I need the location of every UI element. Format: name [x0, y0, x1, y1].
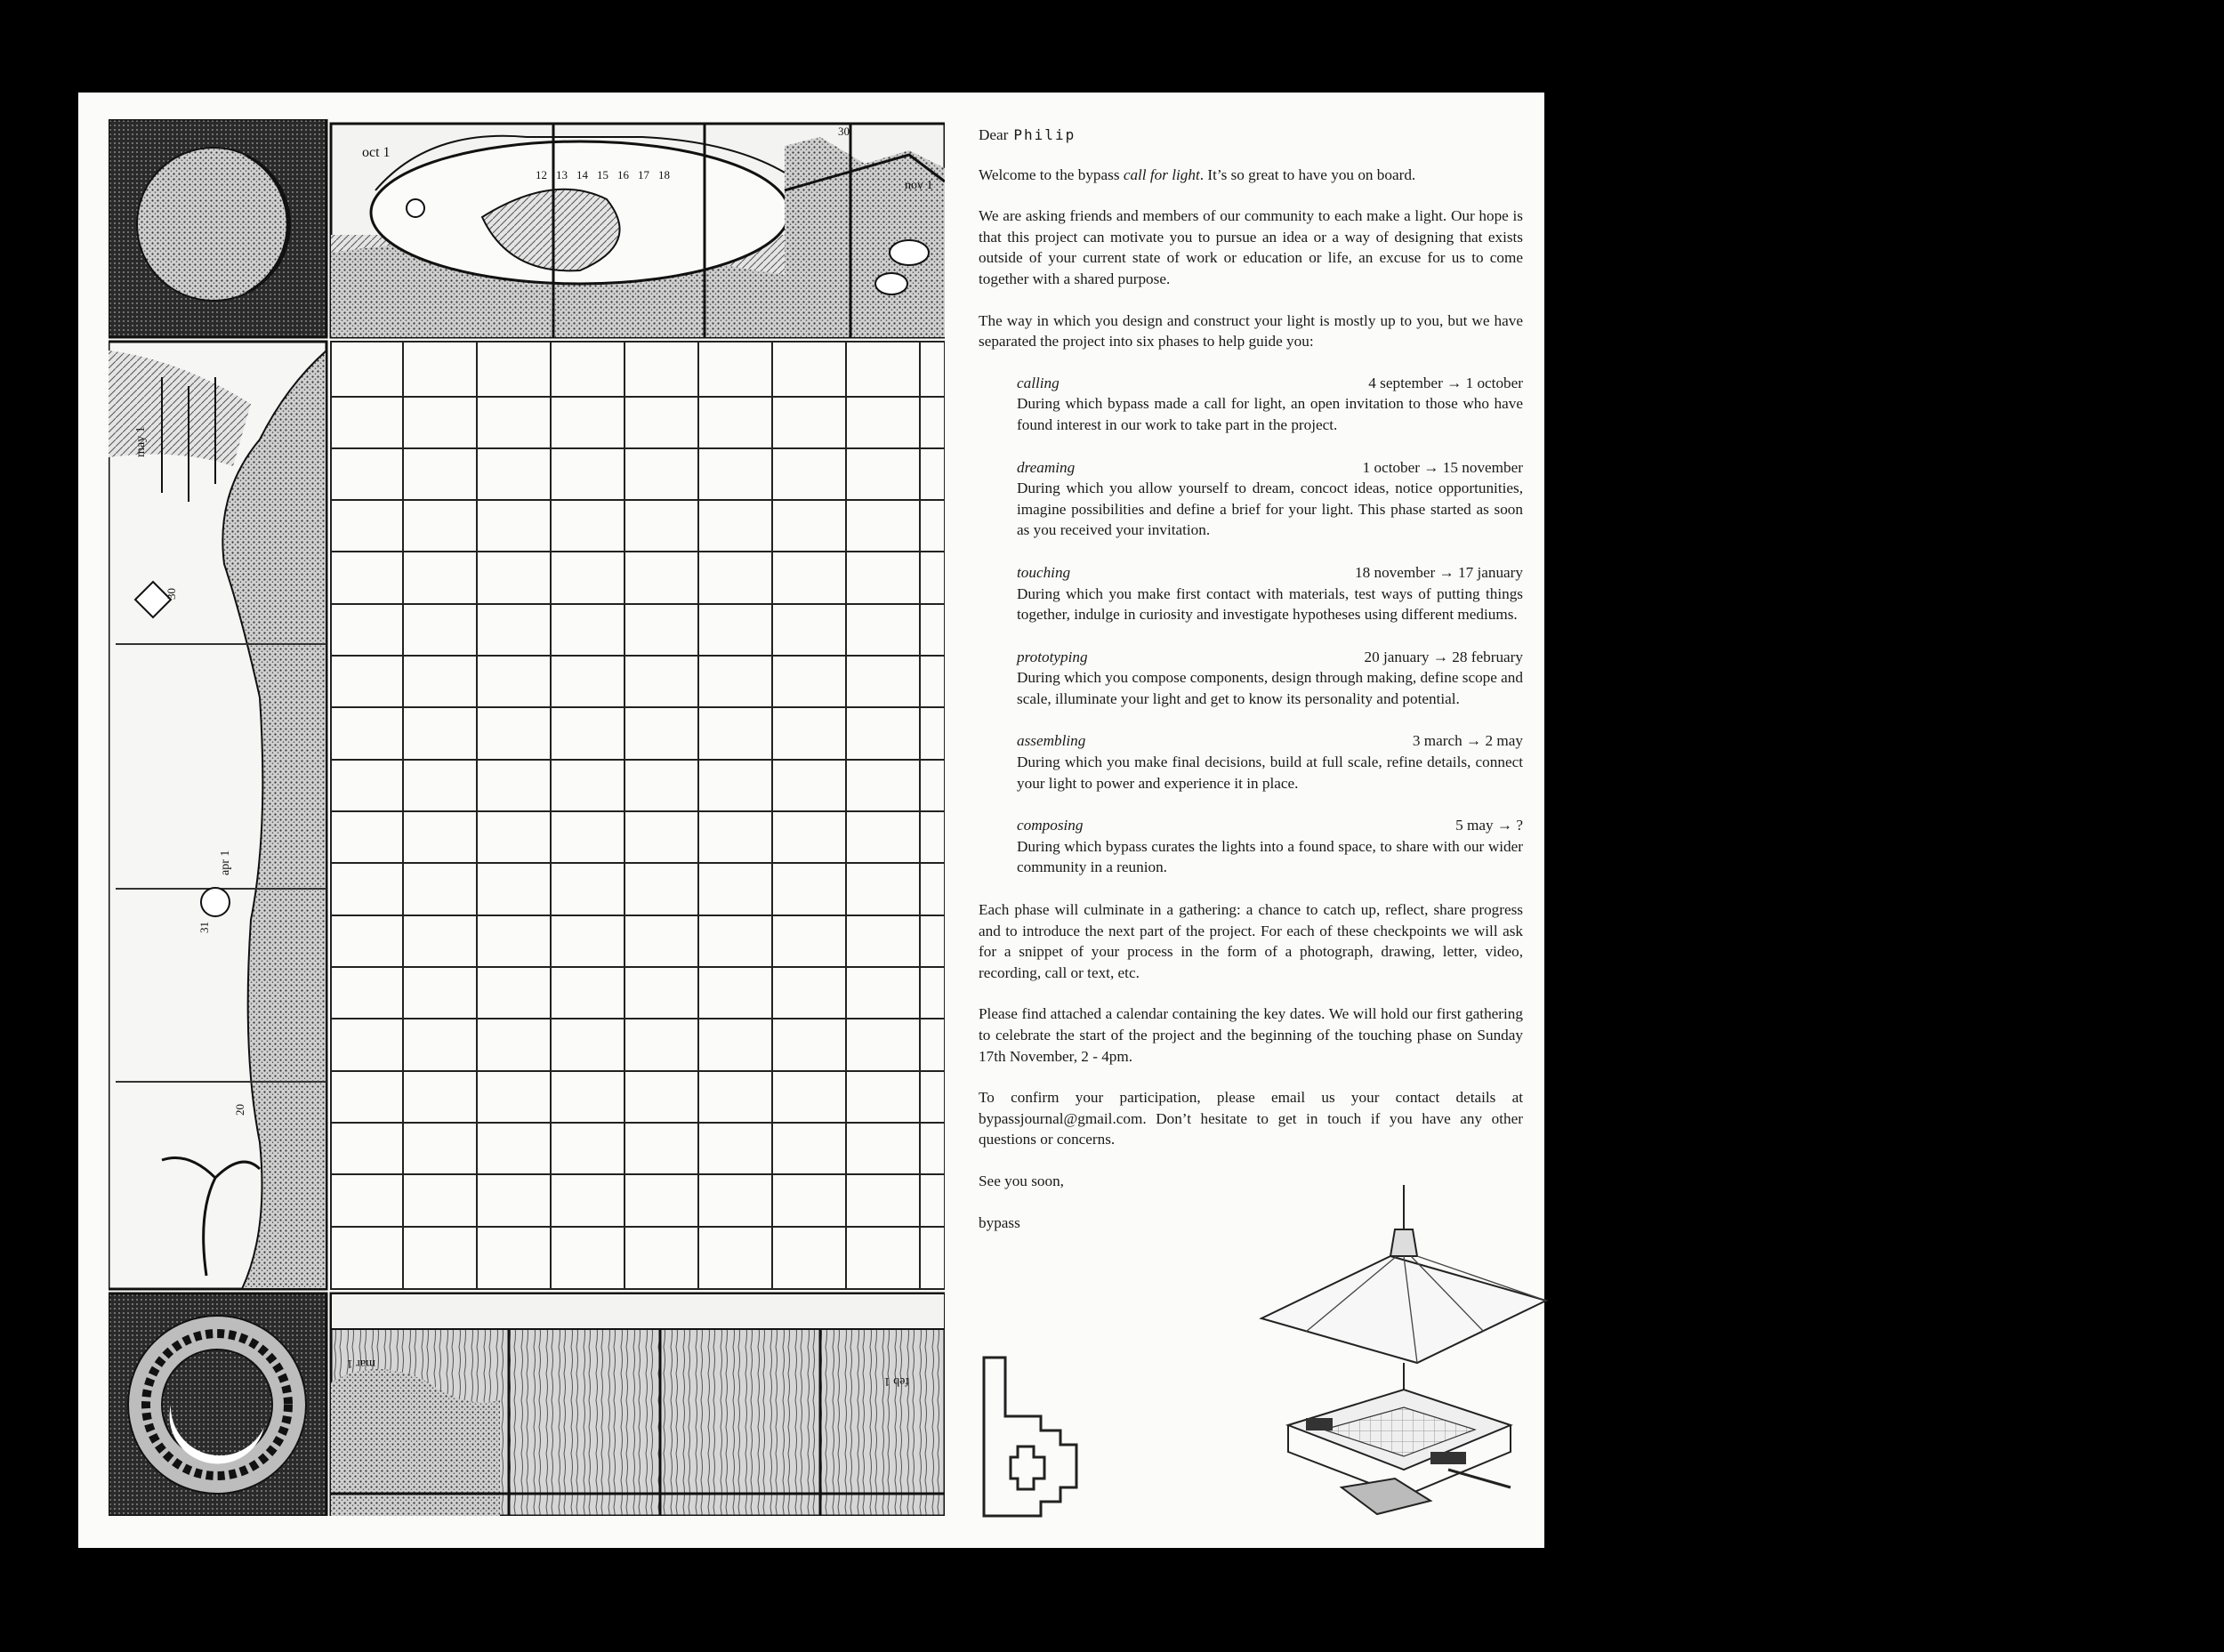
day-number: 14: [576, 168, 588, 181]
intro-before: Welcome to the bypass: [979, 165, 1124, 183]
month-label-may: may 1: [134, 426, 148, 457]
phase-description: During which bypass made a call for light, an open invitation to those who have found interest in our work to take part in the project.: [1017, 395, 1523, 433]
paragraph-confirm: To confirm your participation, please email us your contact details at bypassjournal@gmail.com. Don’t hesitate to get in touch if you have any other questions or concerns.: [979, 1089, 1523, 1148]
day-number: 31: [197, 922, 211, 933]
phase-dates: 4 september → 1 october: [1368, 374, 1523, 391]
day-number: 16: [617, 168, 629, 181]
phase-dates: 3 march → 2 may: [1412, 732, 1523, 750]
phase-name: prototyping: [1017, 648, 1088, 665]
moon-drawing-icon: [109, 119, 326, 337]
greeting-line: [979, 125, 1523, 146]
month-label-oct: oct 1: [362, 145, 391, 160]
phase-list: [1017, 373, 1523, 878]
isometric-lamp-drawing-icon: [1253, 1185, 1555, 1532]
signature: bypass: [979, 1213, 1020, 1231]
intro-emphasis: call for light: [1123, 165, 1200, 183]
document-page: [78, 93, 1544, 1548]
phase-dates: 5 may → ?: [1455, 817, 1523, 834]
day-number: 12: [536, 168, 547, 181]
phase-calling: [1017, 373, 1523, 436]
recipient-name: Philip: [1013, 126, 1076, 143]
phase-description: During which you make final decisions, build at full scale, refine details, connect your light to power and experience it in place.: [1017, 753, 1523, 792]
phase-prototyping: [1017, 647, 1523, 710]
phase-touching: [1017, 562, 1523, 625]
greeting: Dear: [979, 126, 1009, 143]
calendar-grid: [331, 342, 945, 1289]
closing: See you soon,: [979, 1172, 1064, 1189]
day-number: 20: [233, 1104, 246, 1116]
phase-dates: 20 january → 28 february: [1364, 648, 1523, 665]
well-drawing-icon: [109, 1293, 326, 1516]
paragraph-phases-intro: The way in which you design and construct your light is mostly up to you, but we have separated the project into six phases to help guide you:: [979, 311, 1523, 351]
intro-paragraph: [979, 165, 1523, 186]
phase-name: dreaming: [1017, 458, 1076, 476]
day-number: 30: [165, 588, 178, 600]
phase-composing: [1017, 815, 1523, 878]
paragraph-community: We are asking friends and members of our community to each make a light. Our hope is that this project can motivate you to pursue an idea or a way of designing that exists outside of your current state of work or education or life, an excuse for us to come together with a shared purpose.: [979, 207, 1523, 287]
month-label-mar: mar 1: [346, 1357, 375, 1370]
month-label-nov: nov 1: [905, 179, 933, 192]
phase-description: During which you make first contact with materials, test ways of putting things together, indulge in curiosity and investigate hypotheses using different mediums.: [1017, 584, 1523, 624]
day-number: 15: [597, 168, 608, 181]
phase-dates: 18 november → 17 january: [1354, 563, 1523, 581]
bottom-strip-drawing: [331, 1293, 945, 1516]
phase-dates: 1 october → 15 november: [1362, 458, 1523, 476]
fish-drawing-icon: [331, 124, 945, 337]
phase-description: During which you allow yourself to dream, concoct ideas, notice opportunities, imagine possibilities and define a brief for your light. This phase started as soon as you received your invitation.: [1017, 479, 1523, 539]
month-label-feb: feb 1: [883, 1374, 909, 1388]
day-number: 17: [638, 168, 649, 181]
phase-assembling: [1017, 730, 1523, 794]
bypass-b-logo-icon: [979, 1354, 1085, 1523]
day-number: 30: [838, 125, 850, 138]
phase-description: During which you compose components, design through making, define scope and scale, illuminate your light and get to know its personality and potential.: [1017, 669, 1523, 707]
phase-name: calling: [1017, 374, 1060, 391]
phase-name: composing: [1017, 817, 1084, 834]
month-label-apr: apr 1: [219, 850, 232, 875]
paragraph-calendar: Please find attached a calendar containing the key dates. We will hold our first gathering to celebrate the start of the project and the beginning of the touching phase on Sunday 17th November, 2 - 4pm.: [979, 1005, 1523, 1065]
day-number: 13: [556, 168, 568, 181]
phase-name: touching: [1017, 563, 1071, 581]
phase-description: During which bypass curates the lights into a found space, to share with our wider community in a reunion.: [1017, 837, 1523, 876]
calendar-illustration: [109, 119, 945, 1516]
day-number: 18: [658, 168, 670, 181]
phase-dreaming: [1017, 457, 1523, 541]
paragraph-gatherings: Each phase will culminate in a gathering: a chance to catch up, reflect, share progress and to introduce the next part of the project. For each of these checkpoints we will ask for a snippet of your process in the form of a photograph, drawing, letter, video, recording, call or text, etc.: [979, 901, 1523, 981]
left-strip-drawing: [109, 342, 326, 1289]
phase-name: assembling: [1017, 732, 1086, 750]
intro-after: . It’s so great to have you on board.: [1199, 165, 1416, 183]
letter: [979, 125, 1523, 1253]
